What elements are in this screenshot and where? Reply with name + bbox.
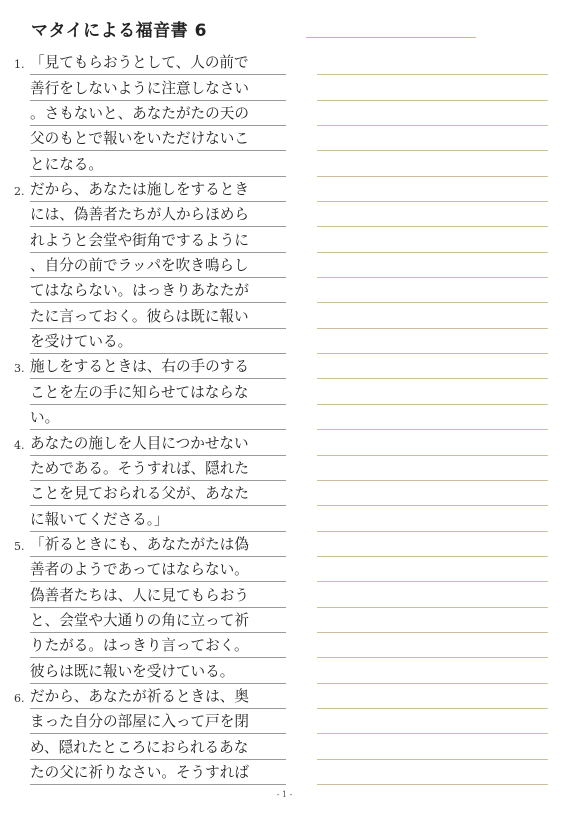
writing-rule-line (317, 608, 548, 633)
text-line (30, 760, 286, 785)
text-line (30, 506, 286, 531)
verse-number: 2. (14, 185, 25, 199)
writing-rule-line (317, 101, 548, 126)
verse-text: てはならない。はっきりあなたが (30, 282, 249, 300)
verse-text: 。さもないと、あなたがたの天の (30, 105, 249, 123)
writing-rule-line (317, 75, 548, 100)
text-line (30, 734, 286, 759)
text-line (30, 608, 286, 633)
text-line (30, 75, 286, 100)
verse-text: 彼らは既に報いを受けている。 (30, 662, 235, 680)
verse-text: 、自分の前でラッパを吹き鳴らし (30, 257, 249, 275)
writing-rule-line (317, 354, 548, 379)
writing-rule-line (317, 481, 548, 506)
verse-text: 施しをするときは、右の手のする (30, 358, 249, 376)
verse-text: を受けている。 (30, 333, 133, 351)
verse-text: には、偽善者たちが人からほめら (30, 206, 249, 224)
verse-text: め、隠れたところにおられるあな (30, 738, 249, 756)
text-line (14, 684, 286, 709)
text-line (30, 633, 286, 658)
verse-text: ことを左の手に知らせてはならな (30, 383, 249, 401)
verse-text: とになる。 (30, 155, 103, 173)
writing-rule-line (317, 278, 548, 303)
writing-rule-line (317, 50, 548, 75)
text-line (30, 405, 286, 430)
text-line (30, 126, 286, 151)
verse-text: 「見てもらおうとして、人の前で (30, 54, 249, 72)
text-line (30, 253, 286, 278)
verse-text: 善者のようであってはならない。 (30, 561, 249, 579)
verse-text: 善行をしないように注意しなさい (30, 79, 249, 97)
verse-text: りたがる。はっきり言っておく。 (30, 637, 249, 655)
verse-number: 1. (14, 58, 25, 72)
writing-rule-line (317, 177, 548, 202)
text-line (30, 151, 286, 176)
text-line (30, 329, 286, 354)
page-title: マタイによる福音書 6 (31, 21, 207, 41)
writing-rule-line (317, 506, 548, 531)
text-line (14, 430, 286, 455)
writing-rule-line (317, 379, 548, 404)
verse-text: たの父に祈りなさい。そうすれば (30, 763, 249, 781)
text-line (14, 532, 286, 557)
text-line (14, 177, 286, 202)
verse-number: 3. (14, 362, 25, 376)
handwriting-practice-column (317, 50, 548, 785)
text-line (30, 709, 286, 734)
verse-text: と、会堂や大通りの角に立って祈 (30, 611, 249, 629)
verse-text: あなたの施しを人目につかせない (30, 434, 249, 452)
text-line (14, 354, 286, 379)
writing-rule-line (317, 456, 548, 481)
writing-rule-line (317, 126, 548, 151)
verse-text: だから、あなたが祈るときは、奥 (30, 687, 249, 705)
writing-rule-line (317, 405, 548, 430)
text-line (30, 278, 286, 303)
verse-text: 偽善者たちは、人に見てもらおう (30, 586, 249, 604)
verse-number: 5. (14, 539, 25, 553)
verse-text: れようと会堂や街角でするように (30, 231, 249, 249)
writing-rule-line (317, 684, 548, 709)
writing-rule-line (317, 151, 548, 176)
verse-text: 「祈るときにも、あなたがたは偽 (30, 535, 249, 553)
text-line (30, 456, 286, 481)
text-line (30, 303, 286, 328)
verse-number: 4. (14, 438, 25, 452)
text-line (30, 227, 286, 252)
writing-rule-line (317, 633, 548, 658)
text-line (30, 557, 286, 582)
text-line (30, 582, 286, 607)
writing-rule-line (317, 760, 548, 785)
text-line (14, 50, 286, 75)
writing-rule-line (317, 709, 548, 734)
text-line (30, 481, 286, 506)
writing-rule-line (317, 582, 548, 607)
writing-rule-line (317, 532, 548, 557)
verse-text: だから、あなたは施しをするとき (30, 181, 249, 199)
text-line (30, 202, 286, 227)
verse-text: ことを見ておられる父が、あなた (30, 485, 249, 503)
writing-rule-line (317, 227, 548, 252)
verse-text: 父のもとで報いをいただけないこ (30, 130, 249, 148)
verse-text: たに言っておく。彼らは既に報い (30, 307, 249, 325)
writing-rule-line (317, 303, 548, 328)
verse-text: まった自分の部屋に入って戸を閉 (30, 713, 249, 731)
scripture-text-column (12, 50, 292, 785)
text-line (30, 101, 286, 126)
text-line (30, 379, 286, 404)
writing-rule-line (317, 329, 548, 354)
writing-rule-line (317, 658, 548, 683)
writing-rule-line (317, 202, 548, 227)
writing-rule-line (317, 253, 548, 278)
verse-text: い。 (30, 409, 60, 427)
title-writing-rule (306, 37, 476, 38)
writing-rule-line (317, 430, 548, 455)
writing-rule-line (317, 557, 548, 582)
verse-number: 6. (14, 691, 25, 705)
verse-text: に報いてくださる。」 (30, 510, 169, 528)
writing-rule-line (317, 734, 548, 759)
page-number: - 1 - (276, 790, 293, 799)
text-line (30, 658, 286, 683)
verse-text: ためである。そうすれば、隠れた (30, 459, 249, 477)
